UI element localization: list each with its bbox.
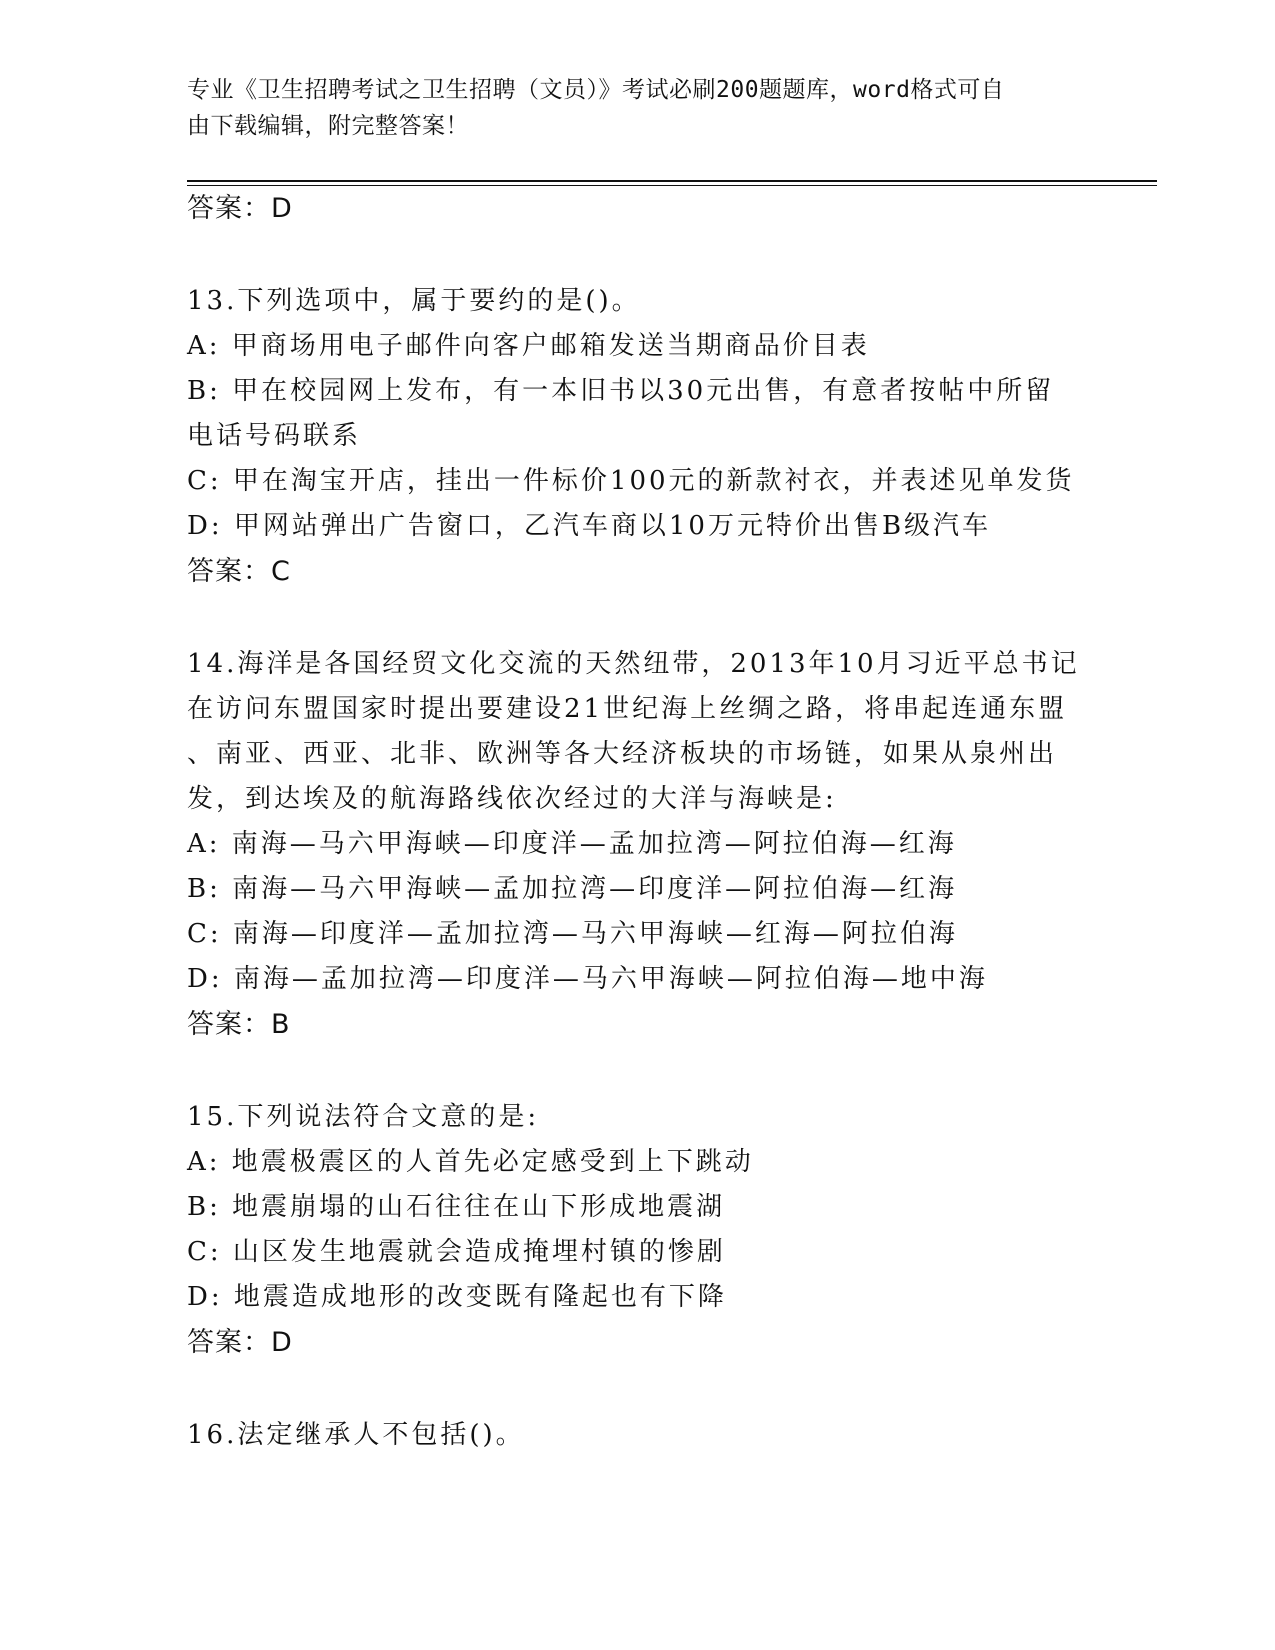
option-c: C: 南海—印度洋—孟加拉湾—马六甲海峡—红海—阿拉伯海 — [187, 919, 958, 949]
question-stem: 16.法定继承人不包括()。 — [187, 1420, 525, 1450]
option-c: C: 山区发生地震就会造成掩埋村镇的惨剧 — [187, 1237, 726, 1267]
question-stem: 13.下列选项中，属于要约的是()。 — [187, 286, 641, 316]
document-header — [187, 72, 1077, 144]
question-stem: 发，到达埃及的航海路线依次经过的大洋与海峡是: — [187, 784, 837, 814]
header-divider — [187, 180, 1157, 182]
question-stem: 14.海洋是各国经贸文化交流的天然纽带，2013年10月习近平总书记 — [187, 649, 1080, 679]
answer-line: 答案：B — [187, 1009, 291, 1040]
header-line: 由下载编辑，附完整答案！ — [187, 113, 469, 139]
option-b: B: 南海—马六甲海峡—孟加拉湾—印度洋—阿拉伯海—红海 — [187, 874, 958, 904]
option-a: A: 地震极震区的人首先必定感受到上下跳动 — [187, 1147, 754, 1177]
question-15 — [187, 1095, 1087, 1366]
question-14 — [187, 642, 1087, 1048]
header-line: 专业《卫生招聘考试之卫生招聘（文员）》考试必刷200题题库，word格式可自 — [187, 77, 1005, 103]
answer-line: 答案：D — [187, 1327, 293, 1358]
option-a: A: 南海—马六甲海峡—印度洋—孟加拉湾—阿拉伯海—红海 — [187, 829, 957, 859]
option-b: B: 地震崩塌的山石往往在山下形成地震湖 — [187, 1192, 726, 1222]
option-b-continued: 电话号码联系 — [187, 421, 362, 451]
document-body — [187, 186, 1087, 1458]
option-d: D: 南海—孟加拉湾—印度洋—马六甲海峡—阿拉伯海—地中海 — [187, 964, 988, 994]
option-b: B: 甲在校园网上发布，有一本旧书以30元出售，有意者按帖中所留 — [187, 376, 1055, 406]
option-a: A: 甲商场用电子邮件向客户邮箱发送当期商品价目表 — [187, 331, 870, 361]
answer-line: 答案：C — [187, 556, 291, 587]
option-d: D: 地震造成地形的改变既有隆起也有下降 — [187, 1282, 727, 1312]
question-stem: 15.下列说法符合文意的是: — [187, 1102, 540, 1132]
answer-line: 答案：D — [187, 193, 293, 224]
question-stem: 在访问东盟国家时提出要建设21世纪海上丝绸之路，将串起连通东盟 — [187, 694, 1068, 724]
question-13 — [187, 279, 1087, 595]
option-d: D: 甲网站弹出广告窗口，乙汽车商以10万元特价出售B级汽车 — [187, 511, 992, 541]
option-c: C: 甲在淘宝开店，挂出一件标价100元的新款衬衣，并表述见单发货 — [187, 466, 1075, 496]
question-16 — [187, 1413, 1087, 1458]
question-stem: 、南亚、西亚、北非、欧洲等各大经济板块的市场链，如果从泉州出 — [187, 739, 1058, 769]
